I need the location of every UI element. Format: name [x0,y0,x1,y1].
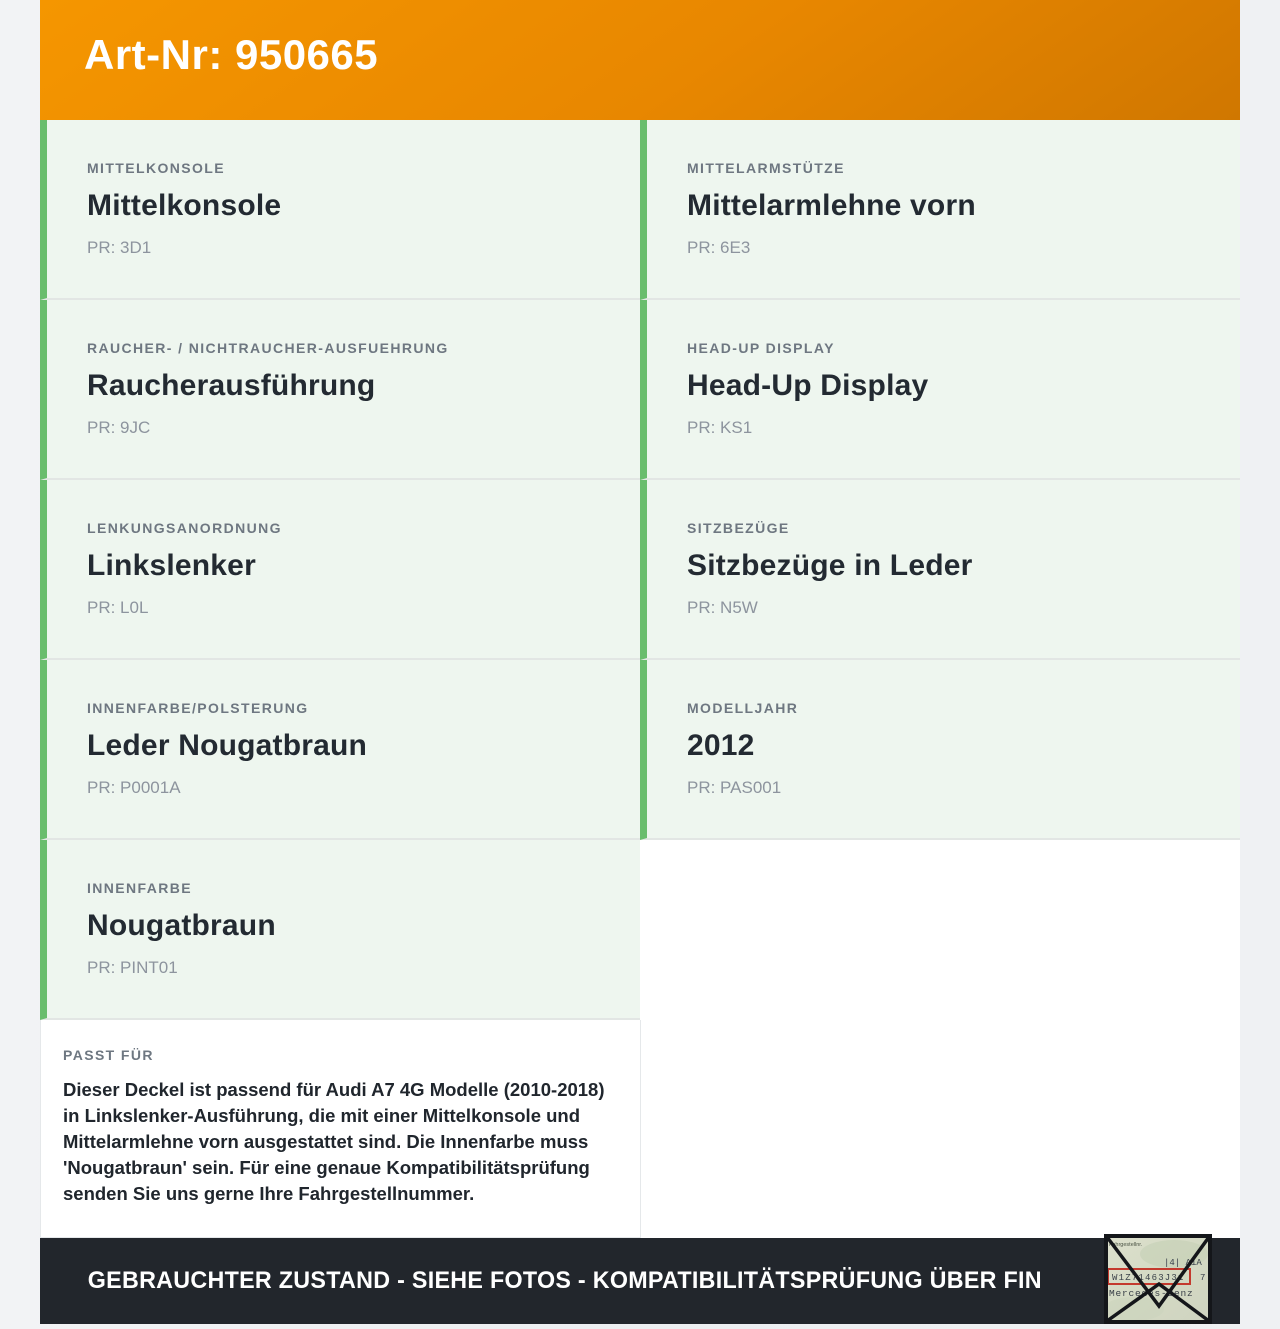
spec-card-raucherausfuehrung [40,300,640,480]
spec-value: Head-Up Display [687,369,929,402]
spec-pr-code: PR: P0001A [87,778,181,797]
doc-field-label: Fahrgestellnr. [1109,1242,1143,1248]
spec-value: Raucherausführung [87,369,376,402]
spec-label: SITZBEZÜGE [687,520,790,536]
spec-value: Leder Nougatbraun [87,729,368,762]
fin-document-envelope-image [1104,1234,1212,1324]
spec-label: LENKUNGSANORDNUNG [87,520,282,536]
spec-label: INNENFARBE/POLSTERUNG [87,700,309,716]
spec-value: Nougatbraun [87,909,276,942]
spec-grid [40,120,1240,1020]
spec-card-lenkung [40,480,640,660]
spec-pr-code: PR: L0L [87,598,149,617]
spec-label: HEAD-UP DISPLAY [687,340,835,356]
spec-label: MITTELKONSOLE [87,160,225,176]
spec-card-modelljahr [640,660,1240,840]
spec-pr-code: PR: PINT01 [87,958,178,977]
spec-card-headup-display [640,300,1240,480]
spec-value: Mittelarmlehne vorn [687,189,976,222]
spec-row [40,480,1240,660]
spec-row [40,120,1240,300]
footer-condition-text: GEBRAUCHTER ZUSTAND - SIEHE FOTOS - KOMPATIBILITÄTSPRÜFUNG ÜBER FIN [87,1267,1043,1294]
spec-value: Sitzbezüge in Leder [687,549,973,582]
fin-suffix-text: 7 [1200,1273,1206,1283]
listing-page [40,0,1240,1324]
spec-pr-code: PR: 9JC [87,418,151,437]
spec-card-innenfarbe-polsterung [40,660,640,840]
spec-card-innenfarbe [40,840,640,1020]
spec-row [40,840,1240,1020]
fitment-label: PASST FÜR [63,1047,154,1063]
fitment-text: Dieser Deckel ist passend für Audi A7 4G Modelle (2010-2018) in Linkslenker-Ausführung, die mit einer Mittelkonsole und Mittelarmlehne vorn ausgestattet sind. Die Innenfarbe muss 'Nougatbraun' sein. Für eine genaue Kompatibilitätsprüfung senden Sie uns gerne Ihre Fahrgestellnummer. [63,1079,605,1204]
doc-brand-text: Mercedes-Benz [1109,1288,1194,1299]
spec-label: INNENFARBE [87,880,193,896]
spec-pr-code: PR: PAS001 [687,778,782,797]
spec-value: Linkslenker [87,549,256,582]
page-title: Art-Nr: 950665 [84,31,379,78]
footer-bar [40,1238,1240,1324]
spec-value: 2012 [687,729,755,762]
spec-card-mittelarmstuetze [640,120,1240,300]
fitment-note-card [40,1020,641,1238]
spec-pr-code: PR: 3D1 [87,238,152,257]
envelope-over-registration-icon [1104,1234,1212,1324]
spec-label: MODELLJAHR [687,700,799,716]
spec-card-sitzbezuege [640,480,1240,660]
spec-pr-code: PR: KS1 [687,418,753,437]
spec-row [40,660,1240,840]
spec-pr-code: PR: N5W [687,598,758,617]
header-banner [40,0,1240,120]
doc-code-text: |4| AiA [1164,1258,1202,1268]
spec-value: Mittelkonsole [87,189,282,222]
spec-label: RAUCHER- / NICHTRAUCHER-AUSFUEHRUNG [87,340,449,356]
spec-row [40,300,1240,480]
empty-grid-cell [640,840,1240,1020]
spec-pr-code: PR: 6E3 [687,238,751,257]
spec-label: MITTELARMSTÜTZE [687,160,845,176]
fin-number-text: W1Z71463J31 [1112,1273,1185,1283]
spec-card-mittelkonsole [40,120,640,300]
